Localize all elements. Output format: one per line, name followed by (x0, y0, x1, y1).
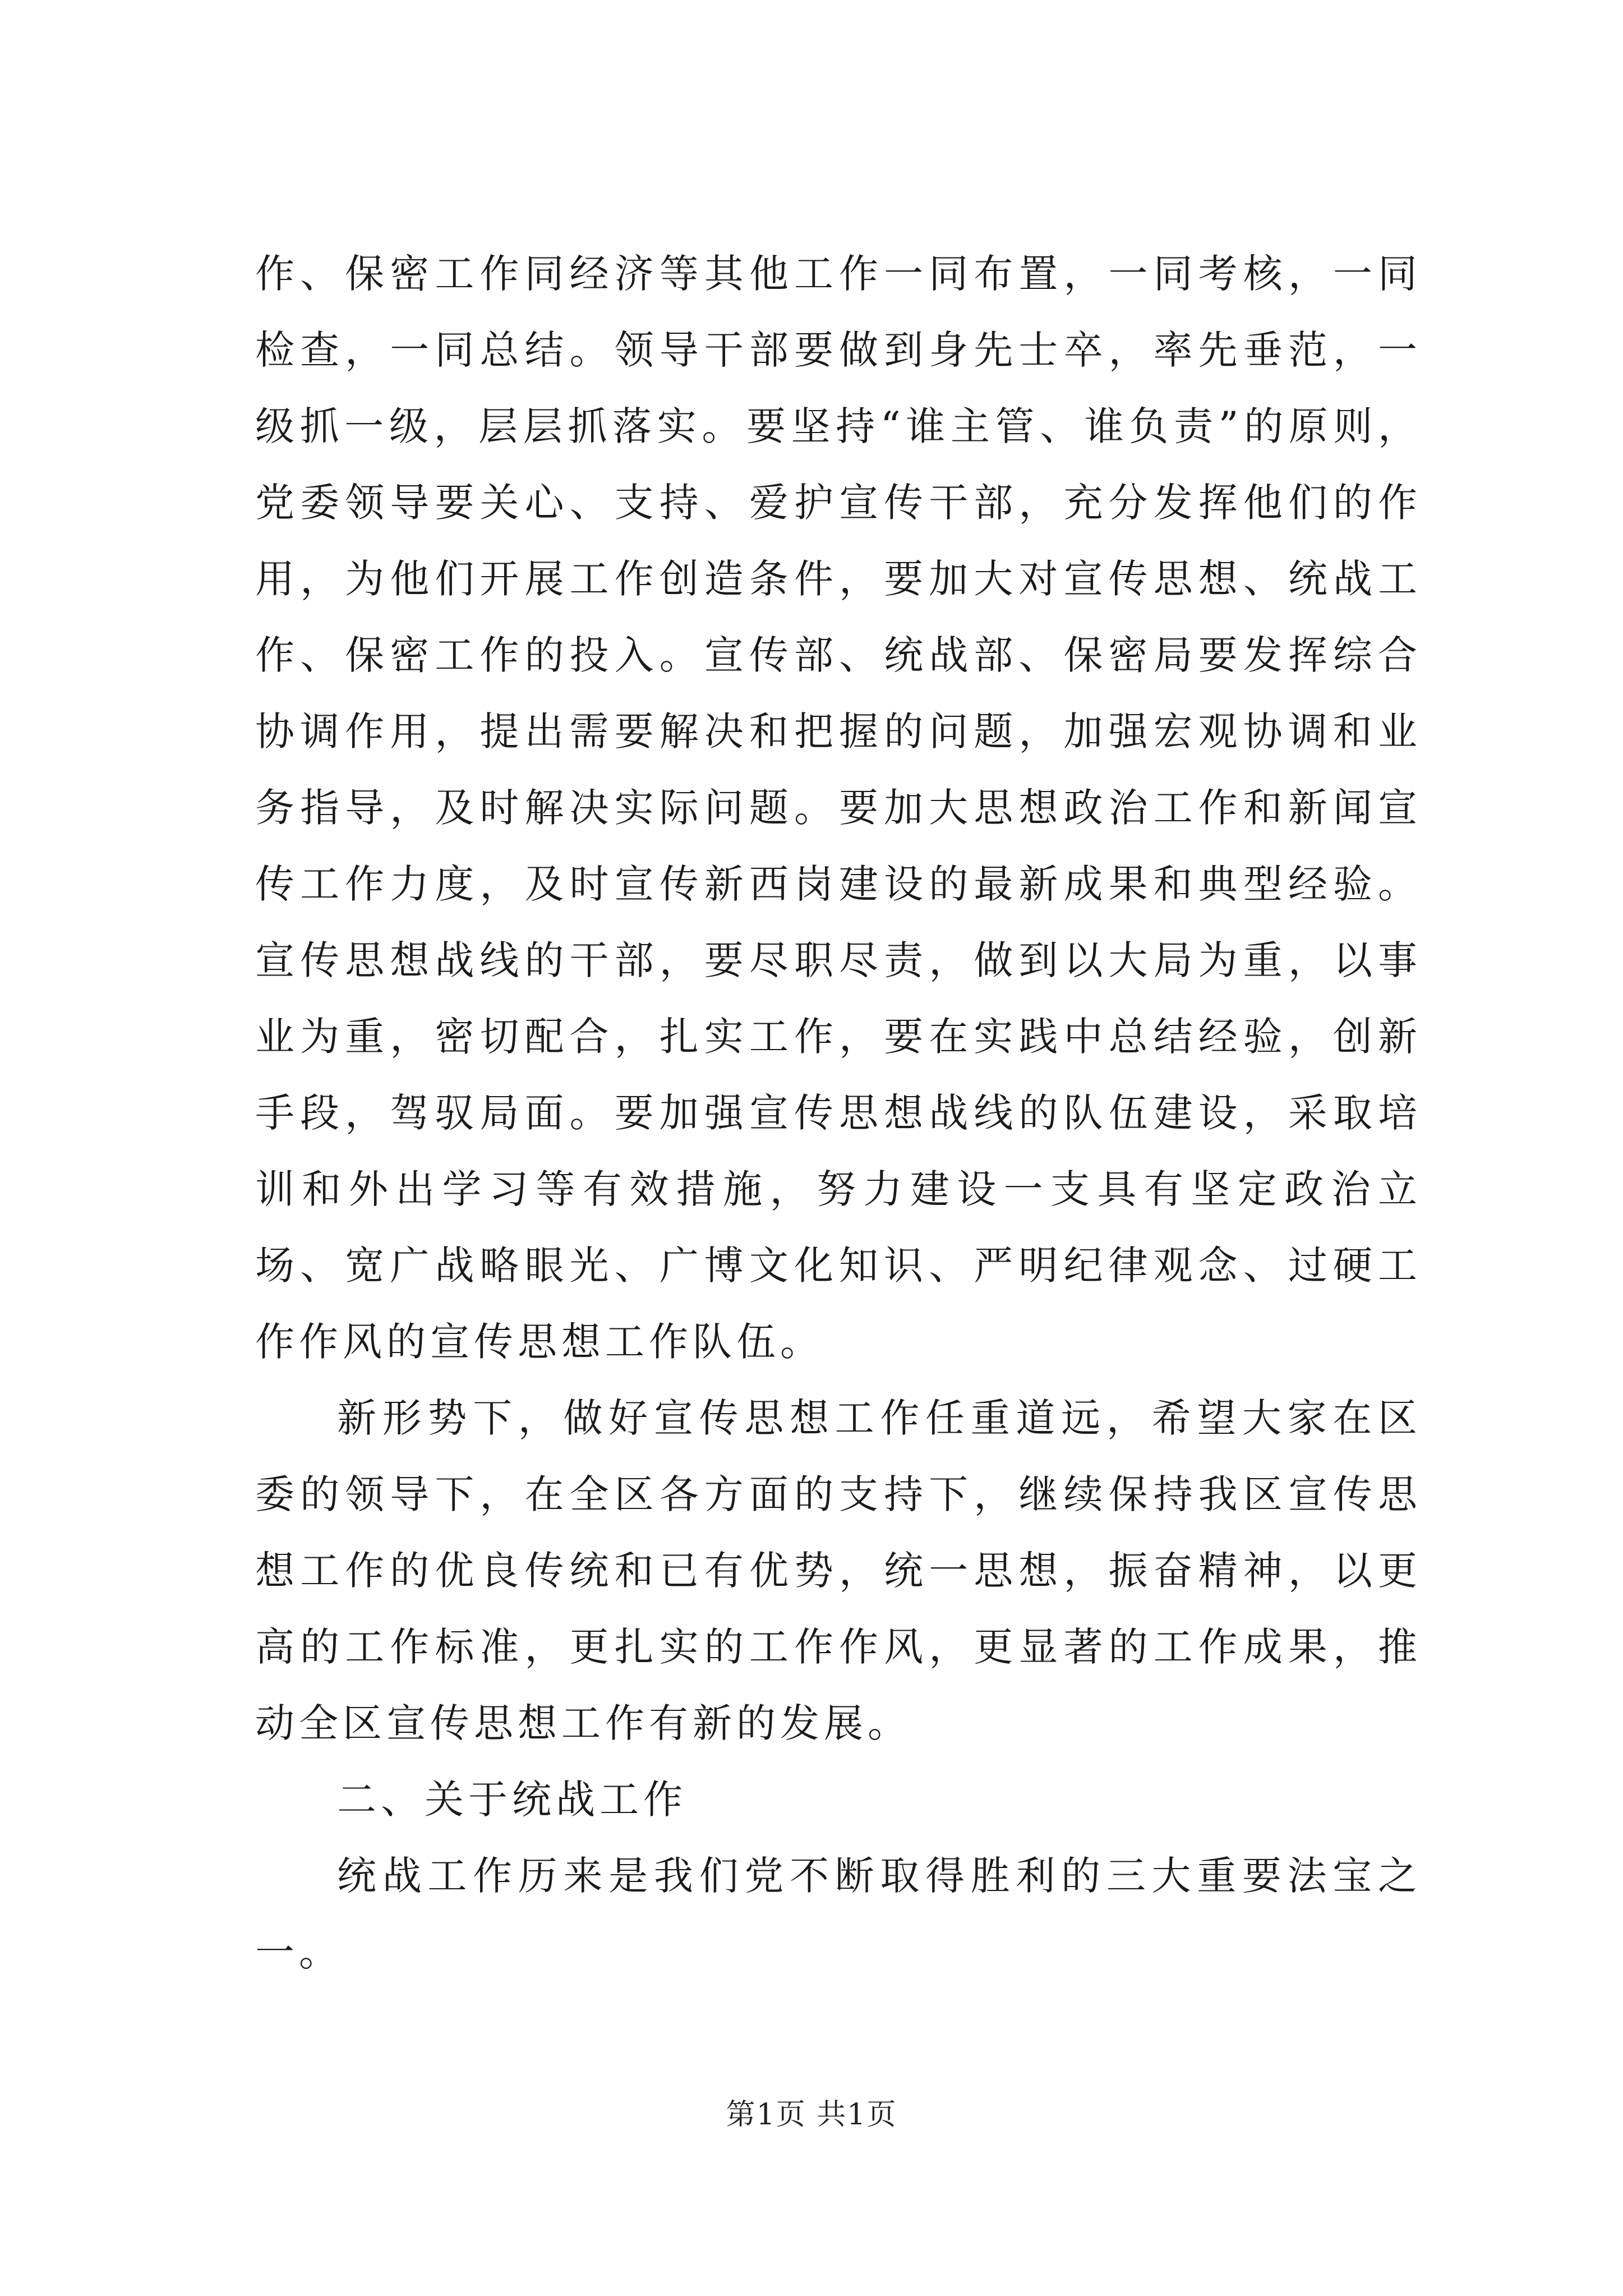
document-body (255, 236, 1422, 1990)
paragraph-united-front: 统战工作历来是我们党不断取得胜利的三大重要法宝之一。 (255, 1853, 1422, 1975)
paragraph-responsibility: 作、保密工作同经济等其他工作一同布置，一同考核，一同检查，一同总结。领导干部要做到身先士卒，率先垂范，一级抓一级，层层抓落实。要坚持“谁主管、谁负责”的原则，党委领导要关心、支持、爱护宣传干部，充分发挥他们的作用，为他们开展工作创造条件，要加大对宣传思想、统战工作、保密工作的投入。宣传部、统战部、保密局要发挥综合协调作用，提出需要解决和把握的问题，加强宏观协调和业务指导，及时解决实际问题。要加大思想政治工作和新闻宣传工作力度，及时宣传新西岗建设的最新成果和典型经验。宣传思想战线的干部，要尽职尽责，做到以大局为重，以事业为重，密切配合，扎实工作，要在实践中总结经验，创新手段，驾驭局面。要加强宣传思想战线的队伍建设，采取培训和外出学习等有效措施，努力建设一支具有坚定政治立场、宽广战略眼光、广博文化知识、严明纪律观念、过硬工作作风的宣传思想工作队伍。 (255, 251, 1422, 1365)
paragraph-new-situation: 新形势下，做好宣传思想工作任重道远，希望大家在区委的领导下，在全区各方面的支持下，继续保持我区宣传思想工作的优良传统和已有优势，统一思想，振奋精神，以更高的工作标准，更扎实的工作作风，更显著的工作成果，推动全区宣传思想工作有新的发展。 (255, 1395, 1422, 1746)
page-number-footer: 第1页 共1页 (726, 2098, 897, 2132)
section-heading-united-front: 二、关于统战工作 (337, 1777, 687, 1823)
